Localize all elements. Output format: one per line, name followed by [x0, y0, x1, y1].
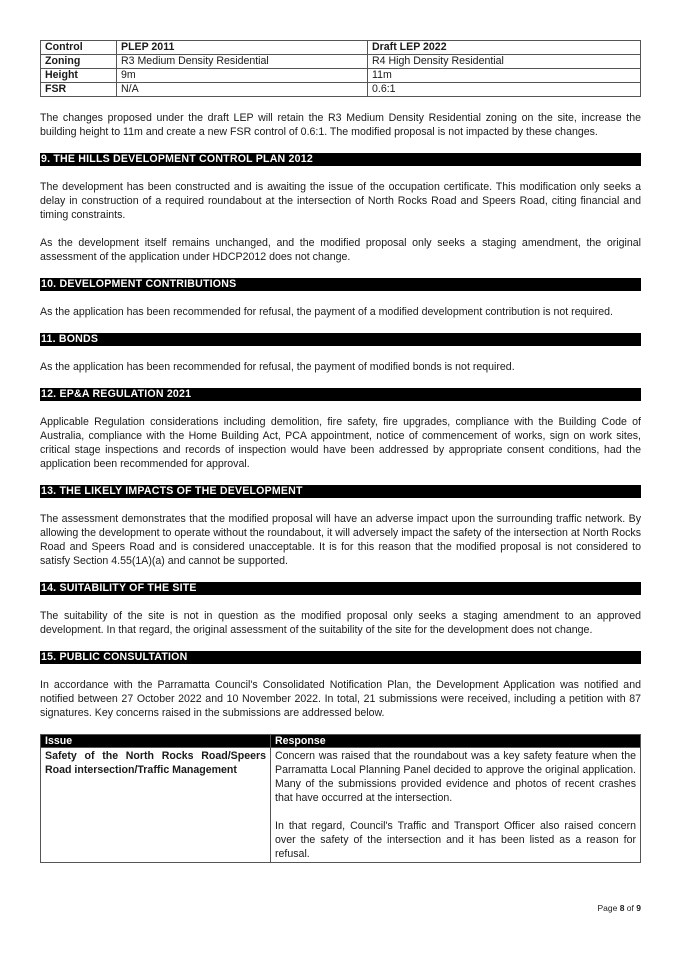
- section-heading-9: 9. THE HILLS DEVELOPMENT CONTROL PLAN 2012: [40, 153, 641, 166]
- table-cell: Zoning: [41, 55, 117, 69]
- section-heading-15: 15. PUBLIC CONSULTATION: [40, 651, 641, 664]
- table-header-cell: Response: [271, 735, 641, 748]
- table-cell: FSR: [41, 83, 117, 97]
- section-heading-13: 13. THE LIKELY IMPACTS OF THE DEVELOPMENT: [40, 485, 641, 498]
- table-header-cell: Draft LEP 2022: [368, 41, 641, 55]
- table-header-cell: Control: [41, 41, 117, 55]
- section-14-paragraph: The suitability of the site is not in question as the modified proposal only seeks a staging amendment to an approved development. In that regard, the original assessment of the suitability of the site for the development does not change.: [40, 610, 641, 636]
- section-9-paragraph-2: As the development itself remains unchanged, and the modified proposal only seeks a staging amendment, the original assessment of the application under HDCP2012 does not change.: [40, 237, 641, 263]
- table-cell: 9m: [117, 69, 368, 83]
- table-cell: N/A: [117, 83, 368, 97]
- table-row: [41, 55, 641, 69]
- table-header-cell: Issue: [41, 735, 271, 748]
- page-number: 8: [619, 903, 625, 913]
- section-10-paragraph: As the application has been recommended for refusal, the payment of a modified development contribution is not required.: [40, 306, 613, 318]
- table-row: [41, 83, 641, 97]
- section-13-paragraph: The assessment demonstrates that the modified proposal will have an adverse impact upon the surrounding traffic network. By allowing the development to operate without the roundabout, it will adversely impact the safety of the intersection at North Rocks Road and Speers Road and is considered unacceptable. It is for this reason that the modified proposal is not considered to satisfy Section 4.55(1A)(a) and cannot be supported.: [40, 513, 641, 567]
- section-heading-11: 11. BONDS: [40, 333, 641, 346]
- table-cell: 0.6:1: [368, 83, 641, 97]
- section-heading-12: 12. EP&A REGULATION 2021: [40, 388, 641, 401]
- table-cell: R3 Medium Density Residential: [117, 55, 368, 69]
- zoning-paragraph: The changes proposed under the draft LEP will retain the R3 Medium Density Residential zoning on the site, increase the building height to 11m and create a new FSR control of 0.6:1. The modified proposal is not impacted by these changes.: [40, 112, 641, 138]
- section-12-paragraph: Applicable Regulation considerations including demolition, fire safety, fire upgrades, compliance with the Building Code of Australia, compliance with the Home Building Act, PCA appointment, notice of commencement of works, sign on work sites, critical stage inspections and records of inspection would have been addressed by appropriate consent conditions, had the application been recommended for approval.: [40, 416, 641, 470]
- section-heading-10: 10. DEVELOPMENT CONTRIBUTIONS: [40, 278, 641, 291]
- section-11-paragraph: As the application has been recommended for refusal, the payment of modified bonds is not required.: [40, 361, 515, 373]
- page-total: 9: [636, 903, 641, 913]
- submissions-issues-table: [40, 734, 641, 863]
- response-paragraph-2: In that regard, Council's Traffic and Transport Officer also raised concern over the safety of the intersection and it has been listed as a reason for refusal.: [275, 820, 636, 860]
- table-header-row: [41, 41, 641, 55]
- of-label: of: [626, 903, 634, 913]
- document-page: [40, 40, 641, 863]
- section-9-paragraph-1: The development has been constructed and is awaiting the issue of the occupation certificate. This modification only seeks a delay in construction of a required roundabout at the intersection of North Rocks Road and Speers Road, citing financial and timing constraints.: [40, 181, 641, 221]
- page-footer: [597, 903, 641, 913]
- page-label: Page: [597, 903, 618, 913]
- table-header-cell: PLEP 2011: [117, 41, 368, 55]
- section-heading-14: 14. SUITABILITY OF THE SITE: [40, 582, 641, 595]
- table-row: [41, 748, 641, 863]
- issue-cell: Safety of the North Rocks Road/Speers Road intersection/Traffic Management: [41, 748, 271, 863]
- response-cell: [271, 748, 641, 863]
- table-header-row: [41, 735, 641, 748]
- table-row: [41, 69, 641, 83]
- table-cell: R4 High Density Residential: [368, 55, 641, 69]
- table-cell: Height: [41, 69, 117, 83]
- section-15-paragraph: In accordance with the Parramatta Council's Consolidated Notification Plan, the Development Application was notified and notified between 27 October 2022 and 10 November 2022. In total, 21 submissions were received, including a petition with 87 signatures. Key concerns raised in the submissions are addressed below.: [40, 679, 641, 719]
- zoning-controls-table: [40, 40, 641, 97]
- response-paragraph-1: Concern was raised that the roundabout was a key safety feature when the Parramatta Local Planning Panel decided to approve the original application. Many of the submissions provided evidence and photos of recent crashes that have occurred at the intersection.: [275, 750, 636, 804]
- table-cell: 11m: [368, 69, 641, 83]
